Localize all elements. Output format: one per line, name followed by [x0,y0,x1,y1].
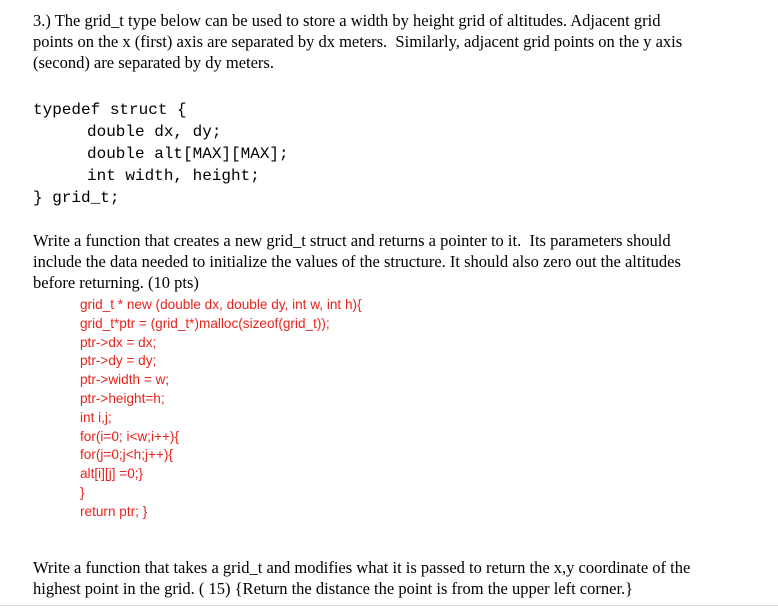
task1-line-3: before returning. (10 pts) [33,273,199,292]
answer-line-12: return ptr; } [80,504,148,519]
answer-line-9: for(j=0;j<h;j++){ [80,447,173,462]
answer-line-11: } [80,485,85,500]
task1-line-1: Write a function that creates a new grid_t struct and returns a pointer to it. Its parameters should [33,231,671,250]
question-line-1: 3.) The grid_t type below can be used to store a width by height grid of altitudes. Adjacent grid [33,11,661,30]
task1-line-2: include the data needed to initialize the values of the structure. It should also zero out the altitudes [33,252,681,271]
answer-line-1: grid_t * new (double dx, double dy, int w, int h){ [80,297,362,312]
code-line-alt: double alt[MAX][MAX]; [87,145,289,163]
answer-line-6: ptr->height=h; [80,391,165,406]
answer-line-7: int i,j; [80,410,112,425]
answer-line-5: ptr->width = w; [80,372,170,387]
answer-line-3: ptr->dx = dx; [80,335,157,350]
answer-line-2: grid_t*ptr = (grid_t*)malloc(sizeof(grid_t)); [80,316,330,331]
code-line-typedef: typedef struct { [33,101,187,119]
answer-line-8: for(i=0; i<w;i++){ [80,429,179,444]
task2-line-2: highest point in the grid. ( 15) {Return the distance the point is from the upper left corner.} [33,579,634,598]
answer-line-10: alt[i][j] =0;} [80,466,144,481]
answer-line-4: ptr->dy = dy; [80,353,157,368]
code-line-close: } grid_t; [33,189,120,207]
code-line-dx-dy: double dx, dy; [87,123,222,141]
question-line-3: (second) are separated by dy meters. [33,53,274,72]
code-line-width-height: int width, height; [87,167,260,185]
page-bottom-divider [0,605,778,606]
question-line-2: points on the x (first) axis are separated by dx meters. Similarly, adjacent grid points on the y axis [33,32,683,51]
task2-line-1: Write a function that takes a grid_t and modifies what it is passed to return the x,y coordinate of the [33,558,691,577]
